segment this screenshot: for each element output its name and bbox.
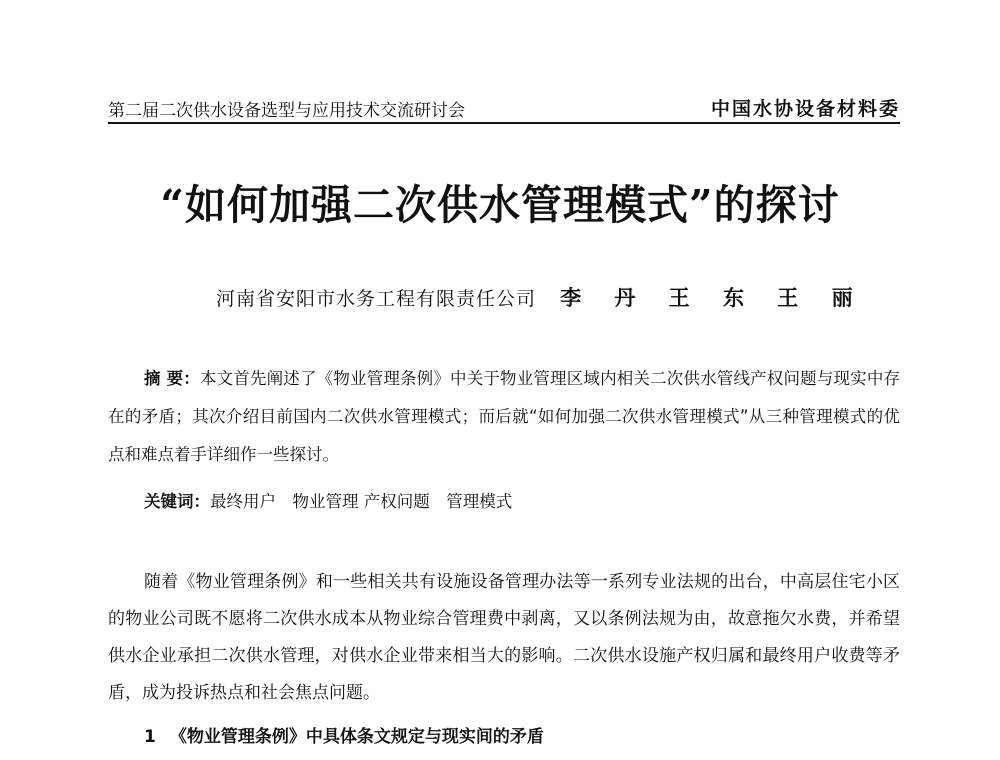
keywords-text: 最终用户 物业管理 产权问题 管理模式 — [210, 492, 513, 511]
abstract-text: 本文首先阐述了《物业管理条例》中关于物业管理区域内相关二次供水管线产权问题与现实中存在的矛盾；其次介绍目前国内二次供水管理模式；而后就“如何加强二次供水管理模式”从三种管理模式的优点和难点着手详细作一些探讨。 — [108, 369, 900, 464]
keywords-label: 关键词： — [144, 492, 210, 511]
section-title: 《物业管理条例》中具体条文规定与现实间的矛盾 — [169, 727, 544, 747]
body-paragraph — [108, 564, 900, 712]
keywords — [144, 488, 512, 512]
body-paragraph-text: 随着《物业管理条例》和一些相关共有设施设备管理办法等一系列专业法规的出台，中高层住宅小区的物业公司既不愿将二次供水成本从物业综合管理费中剥离，又以条例法规为由，故意拖欠水费，并希望供水企业承担二次供水管理，对供水企业带来相当大的影响。二次供水设施产权归属和最终用户收费等矛盾，成为投诉热点和社会焦点问题。 — [108, 572, 900, 703]
abstract-label: 摘 要： — [144, 369, 200, 388]
committee-name: 中国水协设备材料委 — [710, 98, 900, 120]
section-heading — [144, 722, 544, 747]
author-line — [216, 282, 857, 312]
conference-name: 第二届二次供水设备选型与应用技术交流研讨会 — [108, 101, 465, 121]
abstract — [108, 360, 900, 474]
paper-title: “如何加强二次供水管理模式”的探讨 — [160, 181, 840, 229]
section-number: 1 — [144, 727, 156, 747]
author-affiliation: 河南省安阳市水务工程有限责任公司 — [216, 288, 537, 310]
running-header — [108, 96, 900, 124]
author-names: 李 丹 王 东 王 丽 — [560, 286, 857, 310]
